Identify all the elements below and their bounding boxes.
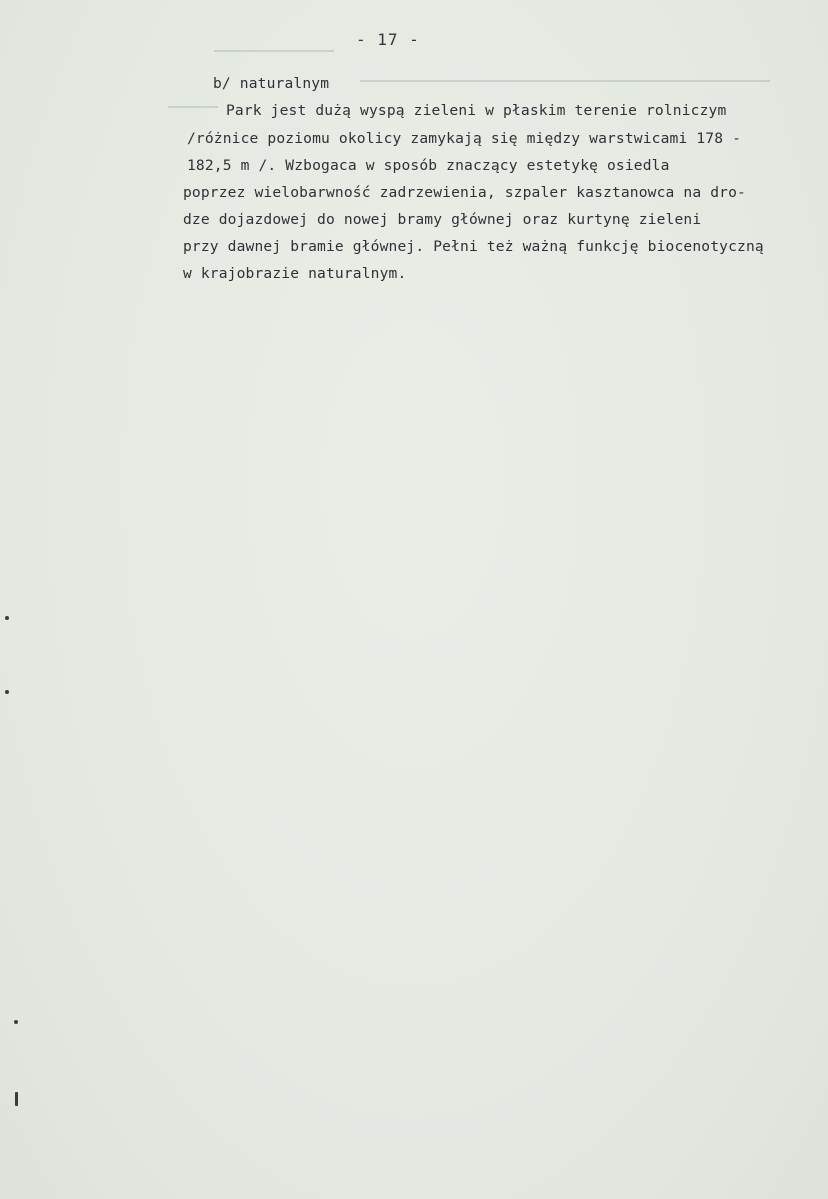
text-line: dze dojazdowej do nowej bramy głównej oraz kurtynę zieleni [183,211,702,228]
binding-hole-mark [15,1092,18,1106]
ghost-mark [360,80,770,82]
binding-hole-mark [5,616,9,620]
text-line: w krajobrazie naturalnym. [183,265,407,282]
text-line: /różnice poziomu okolicy zamykają się między warstwicami 178 - [187,130,742,147]
binding-hole-mark [5,690,9,694]
ghost-mark [168,106,218,108]
section-heading: b/ naturalnym [213,75,330,92]
ghost-mark [214,50,334,52]
text-line: przy dawnej bramie głównej. Pełni też ważną funkcję biocenotyczną [183,238,764,255]
text-line: poprzez wielobarwność zadrzewienia, szpaler kasztanowca na dro- [183,184,746,201]
page-number: - 17 - [356,30,420,49]
binding-hole-mark [14,1020,18,1024]
text-line: 182,5 m /. Wzbogaca w sposób znaczący estetykę osiedla [187,157,670,174]
text-line: Park jest dużą wyspą zieleni w płaskim terenie rolniczym [226,102,727,119]
